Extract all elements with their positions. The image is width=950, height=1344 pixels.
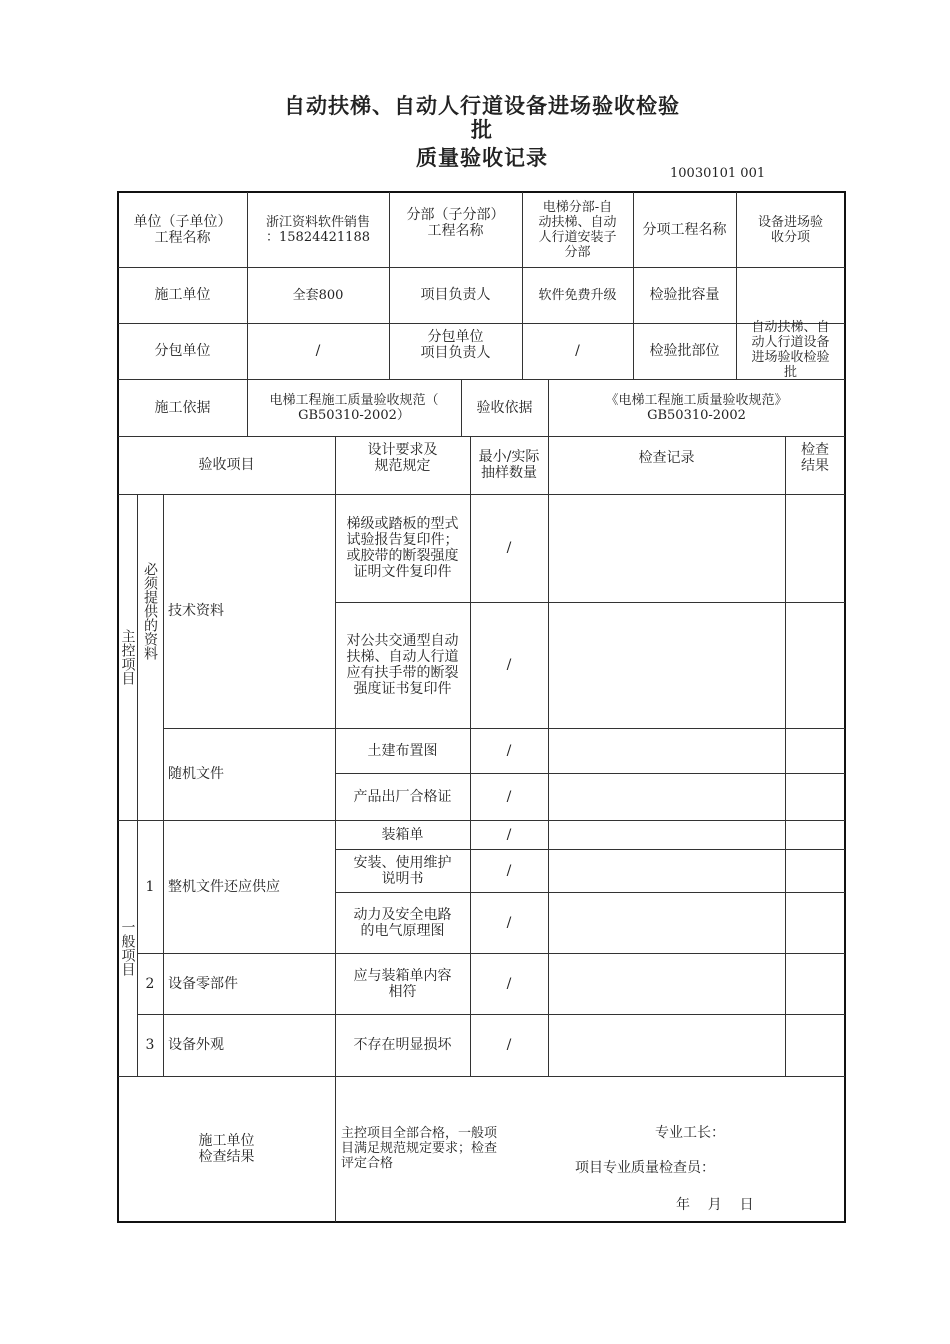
col-header-requirement: 设计要求及 规范规定 [367, 442, 438, 474]
sample-value: / [506, 742, 512, 759]
random-requirement-2: 产品出厂合格证 [353, 788, 452, 805]
subcontractor-value: / [315, 343, 321, 359]
sample-value: / [506, 788, 512, 805]
batch-location-value: 自动扶梯、自 动人行道设备 进场验收检验 批 [751, 320, 830, 380]
tech-requirement-1: 梯级或踏板的型式 试验报告复印件； 或胶带的断裂强度 证明文件复印件 [346, 516, 459, 580]
document-number: 10030101 001 [670, 166, 766, 181]
unit-name-value: 浙江资料软件销售 ：15824421188 [265, 214, 370, 245]
item-number: 3 [145, 1037, 155, 1053]
grid-line [785, 436, 786, 1076]
sign-date: 年 月 日 [676, 1197, 754, 1213]
required-docs-label: 必须提供的资料 [142, 562, 158, 660]
foreman-signature-label: 专业工长： [655, 1125, 725, 1141]
general-item-1-label: 整机文件还应供应 [168, 878, 280, 895]
construction-basis-value: 电梯工程施工质量验收规范（ GB50310-2002） [269, 392, 439, 423]
contractor-check-result-label: 施工单位 检查结果 [198, 1133, 255, 1165]
subitem-name-label: 分项工程名称 [642, 221, 727, 238]
sample-value: / [506, 657, 512, 673]
sample-value: / [506, 826, 512, 843]
sample-value: / [506, 1037, 512, 1053]
general-item-3-label: 设备外观 [168, 1037, 224, 1053]
general-requirement-3: 不存在明显损坏 [353, 1037, 452, 1053]
general-item-2-label: 设备零部件 [168, 975, 238, 992]
grid-line [163, 494, 164, 1076]
random-docs-label: 随机文件 [168, 766, 224, 782]
col-header-item: 验收项目 [198, 457, 255, 473]
contractor-label: 施工单位 [154, 287, 211, 303]
quality-inspector-signature-label: 项目专业质量检查员： [575, 1160, 715, 1176]
random-requirement-1: 土建布置图 [367, 742, 438, 759]
division-name-value: 电梯分部-自 动扶梯、自动 人行道安装子 分部 [538, 199, 617, 260]
page-title-line-2: 批 [471, 118, 493, 142]
item-number: 2 [145, 975, 155, 992]
batch-capacity-value [736, 267, 845, 323]
general-requirement-2: 应与装箱单内容 相符 [353, 967, 452, 1000]
batch-capacity-label: 检验批容量 [649, 287, 720, 303]
col-header-sample: 最小/实际 抽样数量 [478, 449, 540, 481]
construction-basis-label: 施工依据 [154, 399, 211, 416]
general-items-label: 一般项目 [119, 920, 136, 976]
general-requirement-1a: 装箱单 [381, 826, 424, 843]
batch-location-label: 检验批部位 [649, 343, 720, 359]
col-header-result: 检查 结果 [801, 442, 829, 474]
sub-project-manager-label: 分包单位 项目负责人 [420, 329, 491, 361]
acceptance-basis-label: 验收依据 [476, 399, 533, 416]
item-number: 1 [145, 878, 155, 895]
subitem-name-value: 设备进场验 收分项 [757, 214, 823, 245]
acceptance-basis-value: 《电梯工程施工质量验收规范》 GB50310-2002 [605, 392, 788, 423]
sample-value: / [506, 975, 512, 992]
unit-name-label: 单位（子单位） 工程名称 [133, 213, 232, 246]
page-title: 自动扶梯、自动人行道设备进场验收检验 [284, 94, 680, 118]
tech-requirement-2: 对公共交通型自动 扶梯、自动人行道 应有扶手带的断裂 强度证书复印件 [346, 633, 459, 697]
contractor-value: 全套800 [292, 287, 344, 303]
main-control-label: 主控项目 [119, 629, 136, 685]
grid-line [548, 436, 549, 1076]
sample-value: / [506, 540, 512, 556]
project-manager-value: 软件免费升级 [538, 287, 617, 303]
sample-value: / [506, 914, 512, 931]
sub-project-manager-value: / [575, 343, 580, 359]
subcontractor-label: 分包单位 [154, 343, 211, 359]
division-name-label: 分部（子分部） 工程名称 [406, 207, 505, 239]
col-header-record: 检查记录 [638, 450, 695, 466]
tech-docs-label: 技术资料 [168, 603, 224, 619]
general-requirement-1c: 动力及安全电路 的电气原理图 [353, 906, 452, 939]
project-manager-label: 项目负责人 [420, 287, 491, 303]
general-requirement-1b: 安装、使用维护 说明书 [353, 854, 452, 887]
check-conclusion: 主控项目全部合格，一般项 目满足规范规定要求；检查 评定合格 [341, 1126, 498, 1171]
sample-value: / [506, 862, 512, 879]
page-subtitle: 质量验收记录 [416, 146, 548, 170]
